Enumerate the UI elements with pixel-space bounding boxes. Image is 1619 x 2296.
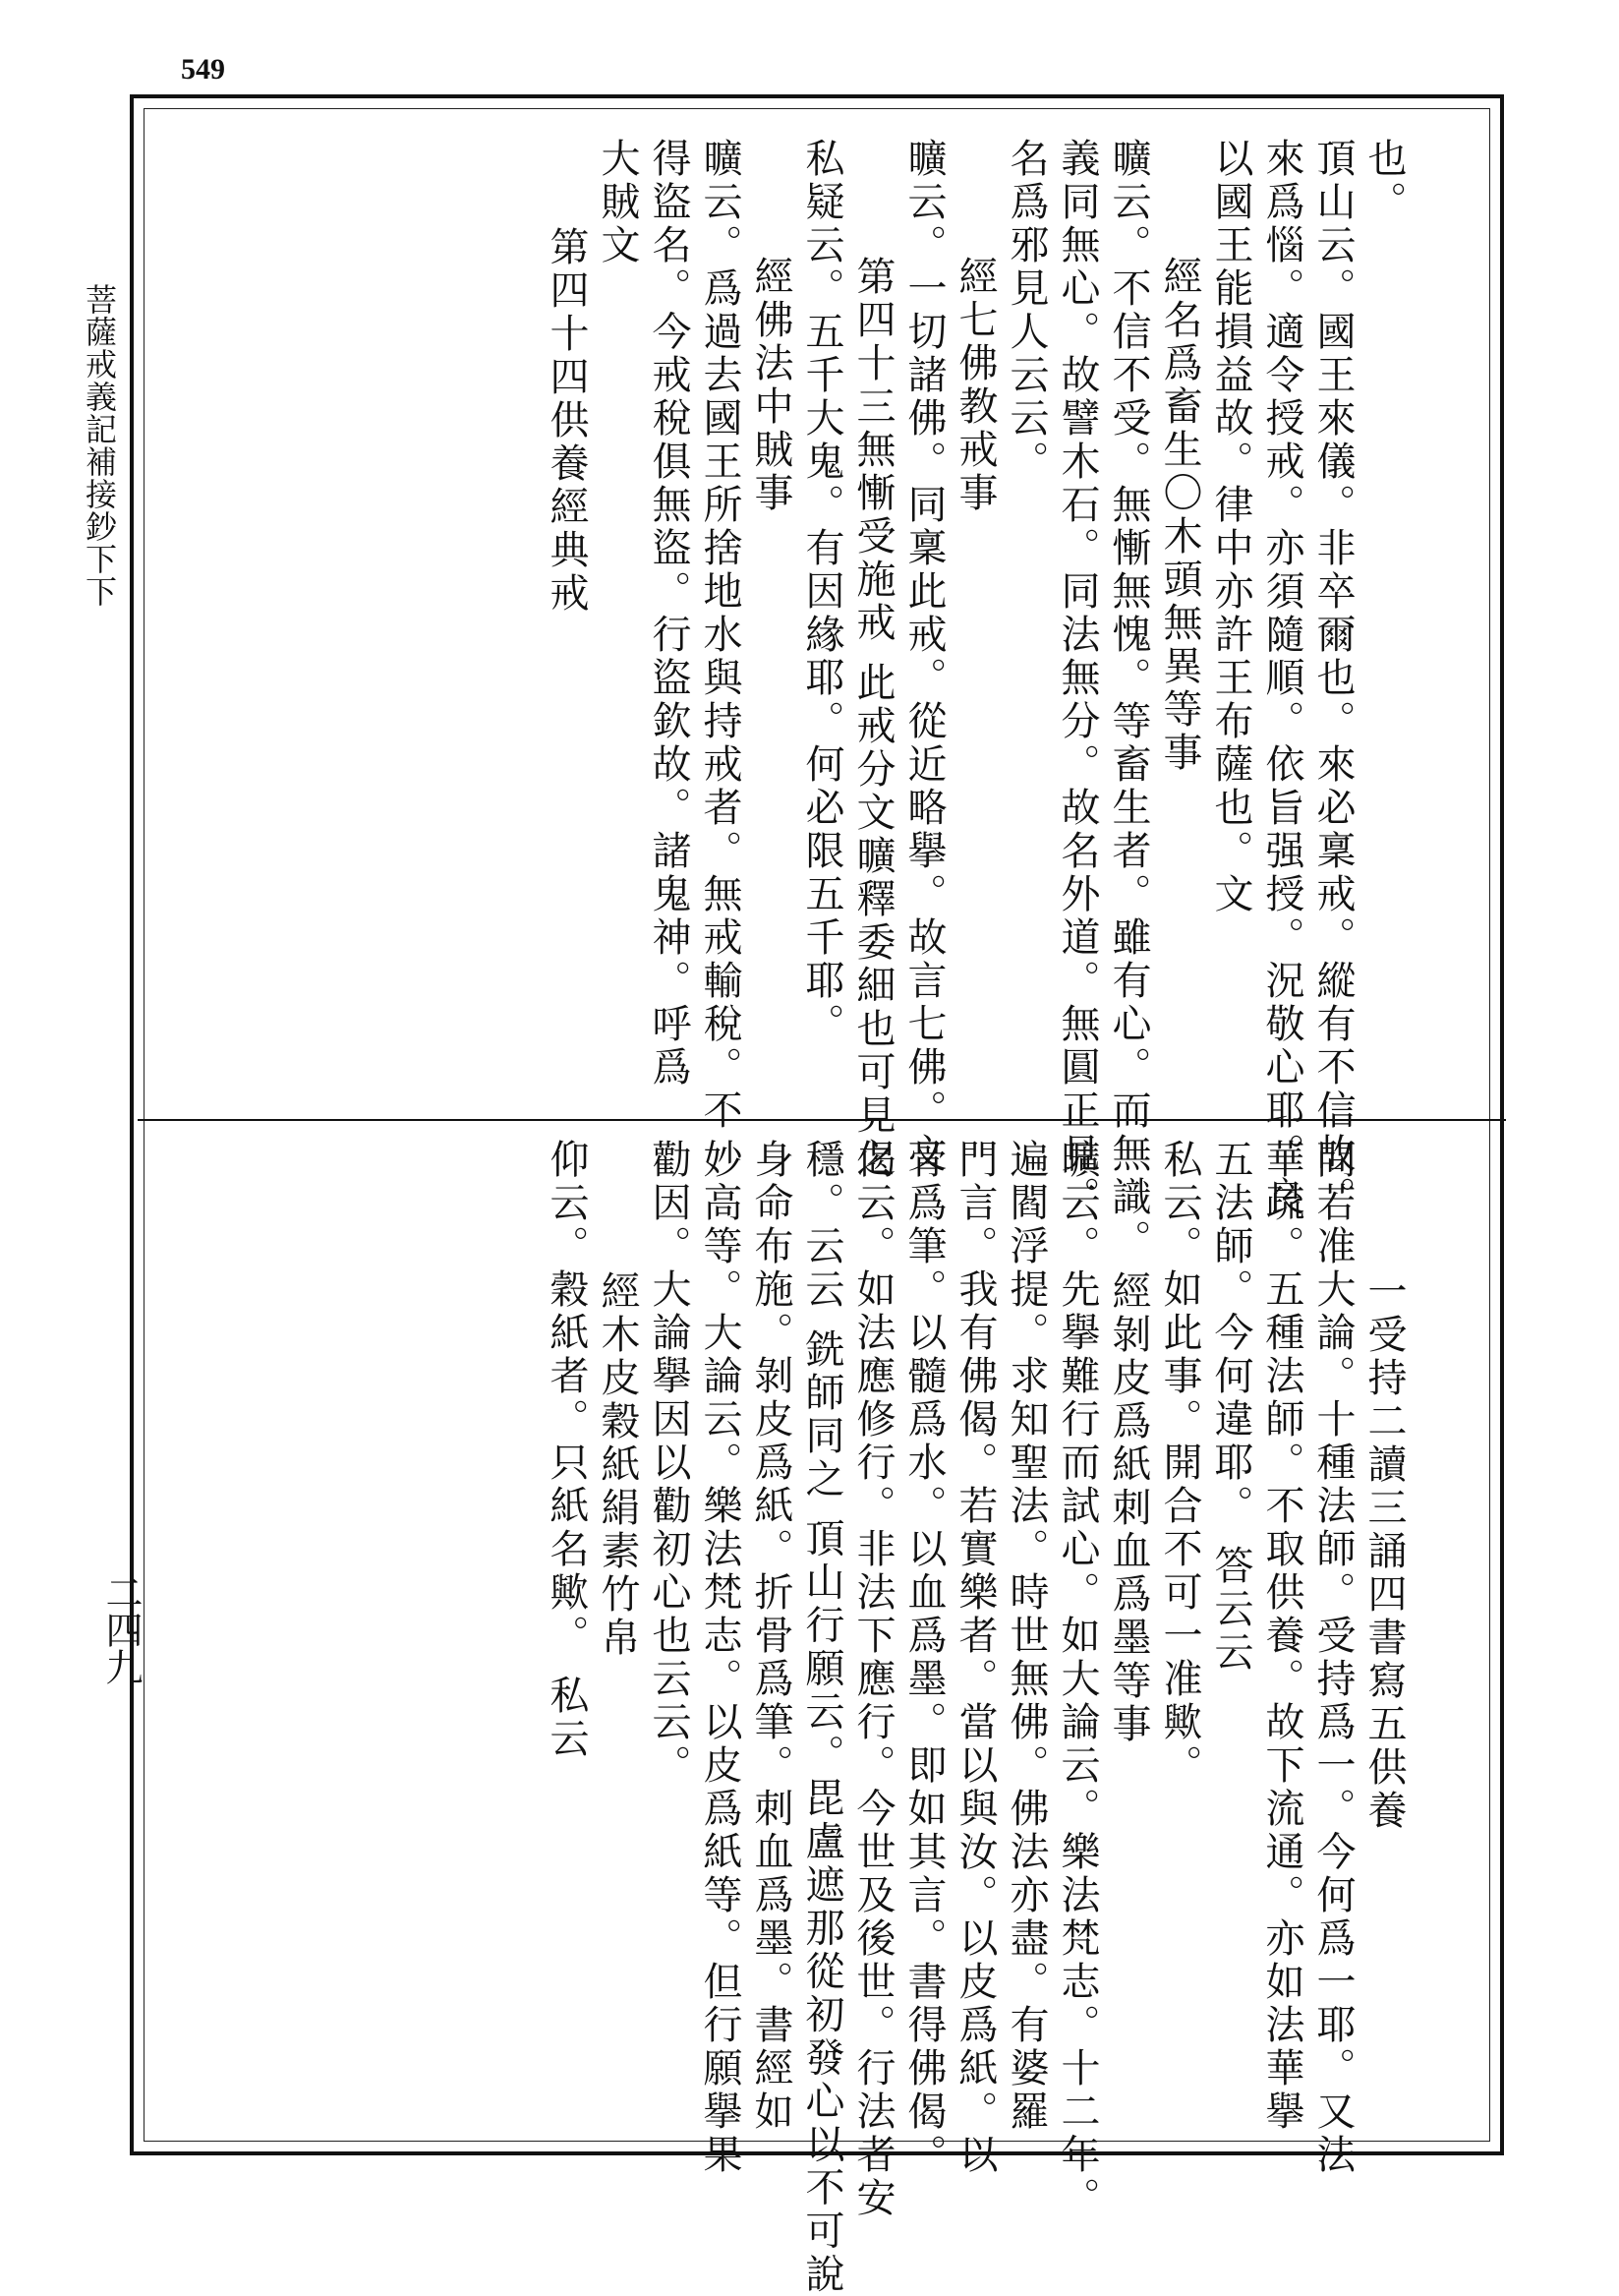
text-column: 穩。云云 銑師同之 頂山行願云。毘盧遮那從初發心以不可說 [799, 1139, 844, 2296]
text-column: 以國王能損益故。律中亦許王布薩也。文 [1208, 138, 1253, 916]
text-column: 華疏。五種法師。不取供養。故下流通。亦如法華擧 [1259, 1139, 1304, 2134]
section-heading: 第四十三無慚受施戒 此戒分文曠釋委細也可見之 [850, 256, 896, 1181]
section-heading: 一受持二讀三誦四書寫五供養 [1361, 1270, 1407, 1833]
text-column: 來爲惱。適令授戒。亦須隨順。依旨强授。況敬心耶。良 [1259, 138, 1304, 1219]
text-column: 得盜名。今戒稅俱無盜。行盜欽故。諸鬼神。呼爲 [646, 138, 691, 1089]
text-column: 私云。如此事。開合不可一准歟。 [1157, 1139, 1202, 1788]
margin-page-number: 二四九 [99, 1573, 143, 1685]
text-column: 也。 [1361, 138, 1407, 224]
text-column: 大賊文 [595, 138, 640, 267]
text-column: 私疑云。五千大鬼。有因緣耶。何必限五千耶。 [799, 138, 844, 1046]
section-heading: 經木皮穀紙絹素竹帛 [595, 1270, 640, 1660]
text-column: 名爲邪見人云云。 [1004, 138, 1049, 484]
text-column: 問若准大論。十種法師。受持爲一。今何爲一耶。又法 [1310, 1139, 1356, 2177]
text-column: 妙高等。大論云。樂法梵志。以皮爲紙等。但行願擧果 [697, 1139, 742, 2177]
text-column: 曠云。不信不受。無慚無愧。等畜生者。雖有心。而無識。 [1106, 138, 1151, 1263]
section-heading: 經名爲畜生〇木頭無異等事 [1157, 256, 1202, 775]
text-column: 遍閻浮提。求知聖法。時世無佛。佛法亦盡。有婆羅 [1004, 1139, 1049, 2134]
page-number: 549 [181, 53, 225, 86]
text-column: 曠云。先擧難行而試心。如大論云。樂法梵志。十二年。 [1055, 1139, 1100, 2220]
text-column: 曠云。一切諸佛。同稟此戒。從近略擧。故言七佛。文 [901, 138, 947, 1176]
text-column: 偈云。如法應修行。非法下應行。今世及後世。行法者安 [850, 1139, 896, 2220]
text-column: 曠云。爲過去國王所捨地水與持戒者。無戒輸稅。不 [697, 138, 742, 1133]
text-column: 仰云。穀紙者。只紙名歟。 私云 [544, 1139, 589, 1761]
text-column: 骨爲筆。以髓爲水。以血爲墨。即如其言。書得佛偈。 [901, 1139, 947, 2177]
section-heading: 經剝皮爲紙刺血爲墨等事 [1106, 1270, 1151, 1746]
section-heading: 經佛法中賊事 [748, 256, 793, 515]
section-heading: 第四十四供養經典戒 [544, 226, 589, 616]
text-column: 五法師。今何違耶。 答云云 [1208, 1139, 1253, 1675]
text-column: 門言。我有佛偈。若實樂者。當以與汝。以皮爲紙。以 [953, 1139, 998, 2177]
running-title: 菩薩戒義記補接鈔下下 [81, 283, 118, 608]
section-heading: 經七佛教戒事 [953, 256, 998, 515]
text-column: 義同無心。故譬木石。同法無分。故名外道。無圓正見。 [1055, 138, 1100, 1219]
text-column: 身命布施。剝皮爲紙。折骨爲筆。刺血爲墨。書經如 [748, 1139, 793, 2134]
text-column: 勸因。大論擧因以勸初心也云云。 [646, 1139, 691, 1788]
text-column: 頂山云。國王來儀。非卒爾也。來必稟戒。縱有不信故。 [1310, 138, 1356, 1219]
